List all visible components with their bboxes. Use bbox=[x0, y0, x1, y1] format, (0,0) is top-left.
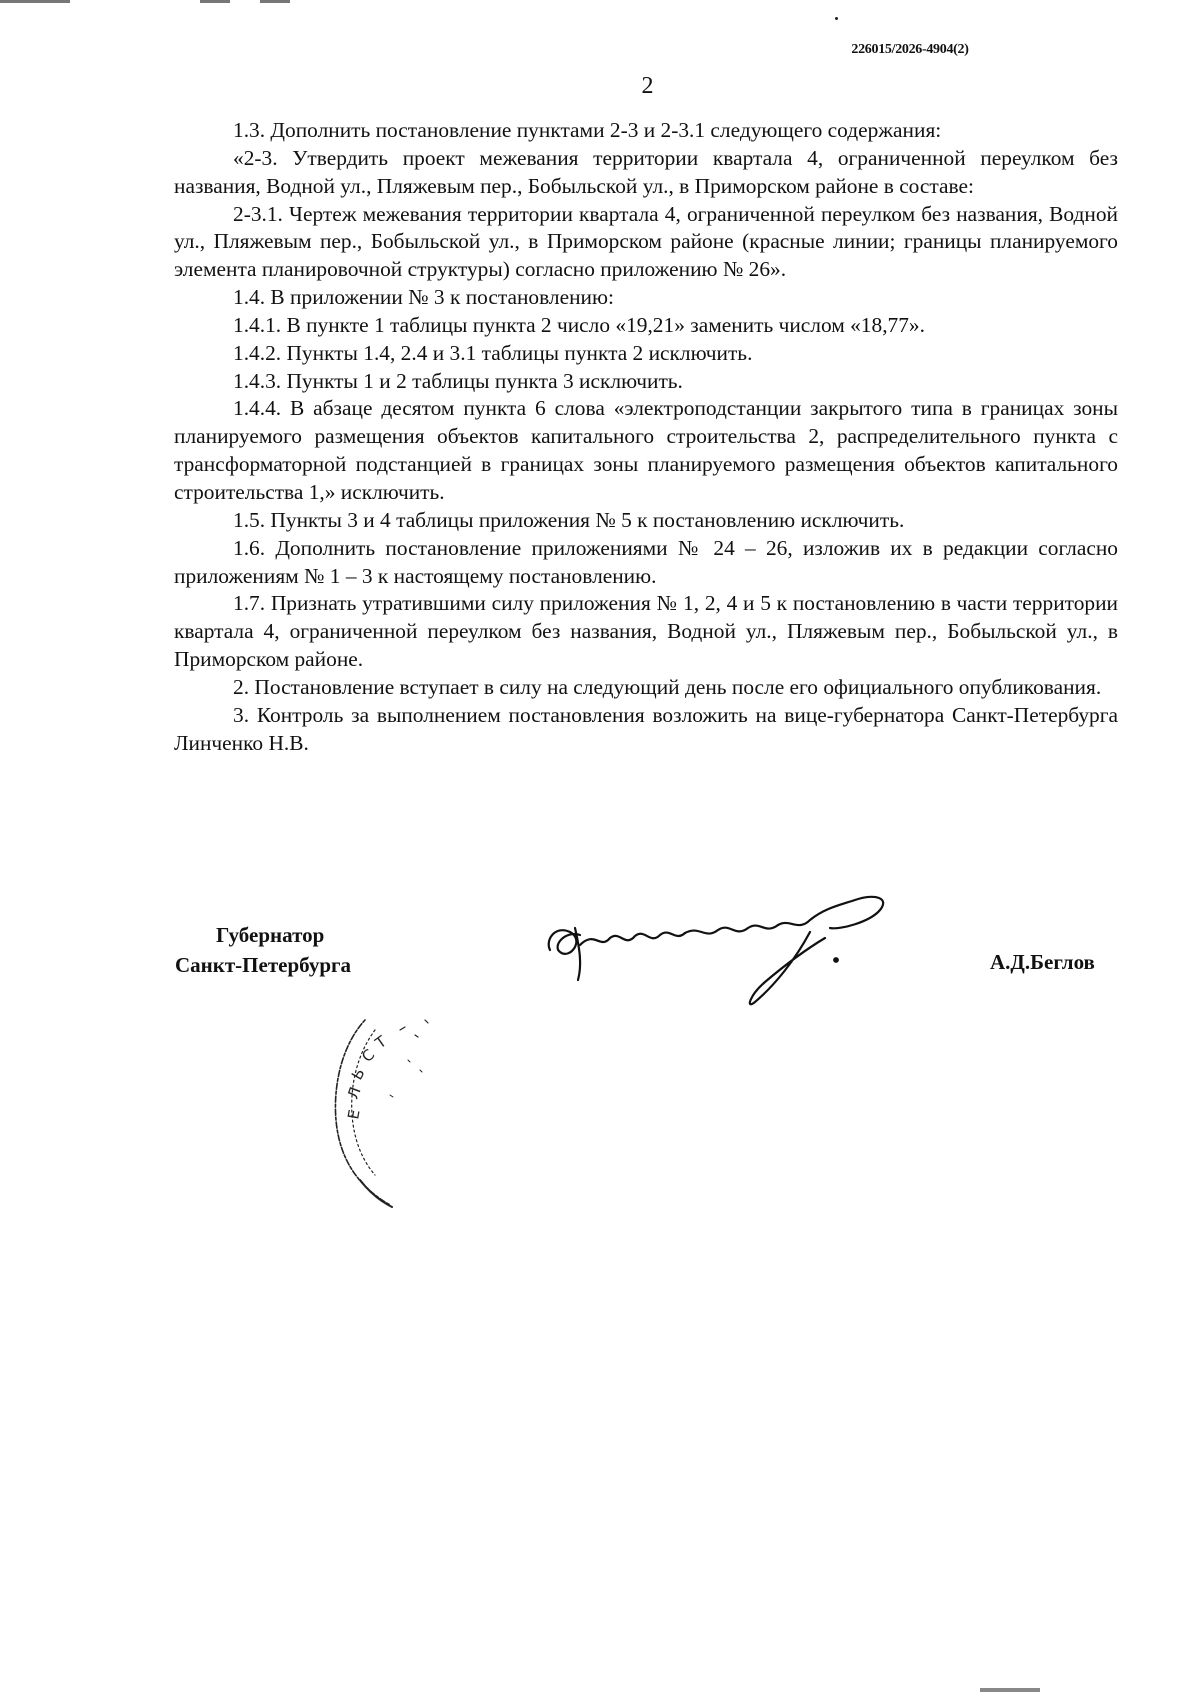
paragraph: 1.4.3. Пункты 1 и 2 таблицы пункта 3 исключить. bbox=[233, 368, 683, 393]
handwritten-signature bbox=[540, 890, 940, 1010]
svg-text:Е: Е bbox=[344, 1108, 364, 1121]
paragraph: 1.6. Дополнить постановление приложениями № 24 – 26, изложив их в редакции согласно приложениям № 1 – 3 к настоящему постановлению. bbox=[174, 535, 1118, 588]
paragraph: 1.4.1. В пункте 1 таблицы пункта 2 число «19,21» заменить числом «18,77». bbox=[233, 312, 925, 337]
official-seal-stamp bbox=[330, 1015, 460, 1215]
signatory-title-line2: Санкт-Петербурга bbox=[175, 953, 352, 977]
svg-text:Ь: Ь bbox=[347, 1065, 369, 1083]
scan-dot bbox=[835, 17, 838, 20]
paragraph: 1.4.2. Пункты 1.4, 2.4 и 3.1 таблицы пункта 2 исключить. bbox=[233, 340, 753, 365]
svg-text:С: С bbox=[358, 1045, 379, 1066]
paragraph: 1.3. Дополнить постановление пунктами 2-3 и 2-3.1 следующего содержания: bbox=[233, 118, 942, 142]
signatory-title-line1: Губернатор bbox=[216, 923, 325, 947]
scan-edge-artifact bbox=[980, 1688, 1040, 1692]
paragraph: 2-3.1. Чертеж межевания территории квартала 4, ограниченной переулком без названия, Водной ул., Пляжевым пер., Бобыльской ул., в Приморском районе (красные линии; границы планируемого элемента планировочной структуры) согласно приложению № 26». bbox=[174, 201, 1118, 282]
paragraph: 1.7. Признать утратившими силу приложения № 1, 2, 4 и 5 к постановлению в части территории квартала 4, ограниченной переулком без названия, Водной ул., Пляжевым пер., Бобыльской ул., в Приморском районе. bbox=[174, 591, 1118, 672]
paragraph: «2-3. Утвердить проект межевания территории квартала 4, ограниченной переулком без названия, Водной ул., Пляжевым пер., Бобыльской ул., в Приморском районе в составе: bbox=[174, 145, 1118, 198]
document-body bbox=[174, 117, 1118, 757]
paragraph: 3. Контроль за выполнением постановления возложить на вице-губернатора Санкт-Петербурга Линченко Н.В. bbox=[174, 702, 1118, 755]
paragraph: 1.4.4. В абзаце десятом пункта 6 слова «электроподстанции закрытого типа в границах зоны планируемого размещения объектов капитального строительства 2, распределительного пункта с трансформаторной подстанцией в границах зоны планируемого размещения объектов капитального строительства 1,» исключить. bbox=[174, 396, 1118, 504]
svg-text:Л: Л bbox=[343, 1084, 365, 1102]
paragraph: 1.4. В приложении № 3 к постановлению: bbox=[233, 285, 614, 310]
page-number: 2 bbox=[641, 73, 654, 99]
signatory-name: А.Д.Беглов bbox=[990, 950, 1095, 974]
svg-text:Т: Т bbox=[371, 1032, 390, 1053]
signatory-title bbox=[175, 920, 351, 980]
document-id-code: 226015/2026-4904(2) bbox=[851, 42, 969, 57]
paragraph: 1.5. Пункты 3 и 4 таблицы приложения № 5 к постановлению исключить. bbox=[233, 507, 905, 532]
scan-edge-artifact bbox=[0, 0, 300, 3]
paragraph: 2. Постановление вступает в силу на следующий день после его официального опубликования. bbox=[233, 674, 1102, 699]
